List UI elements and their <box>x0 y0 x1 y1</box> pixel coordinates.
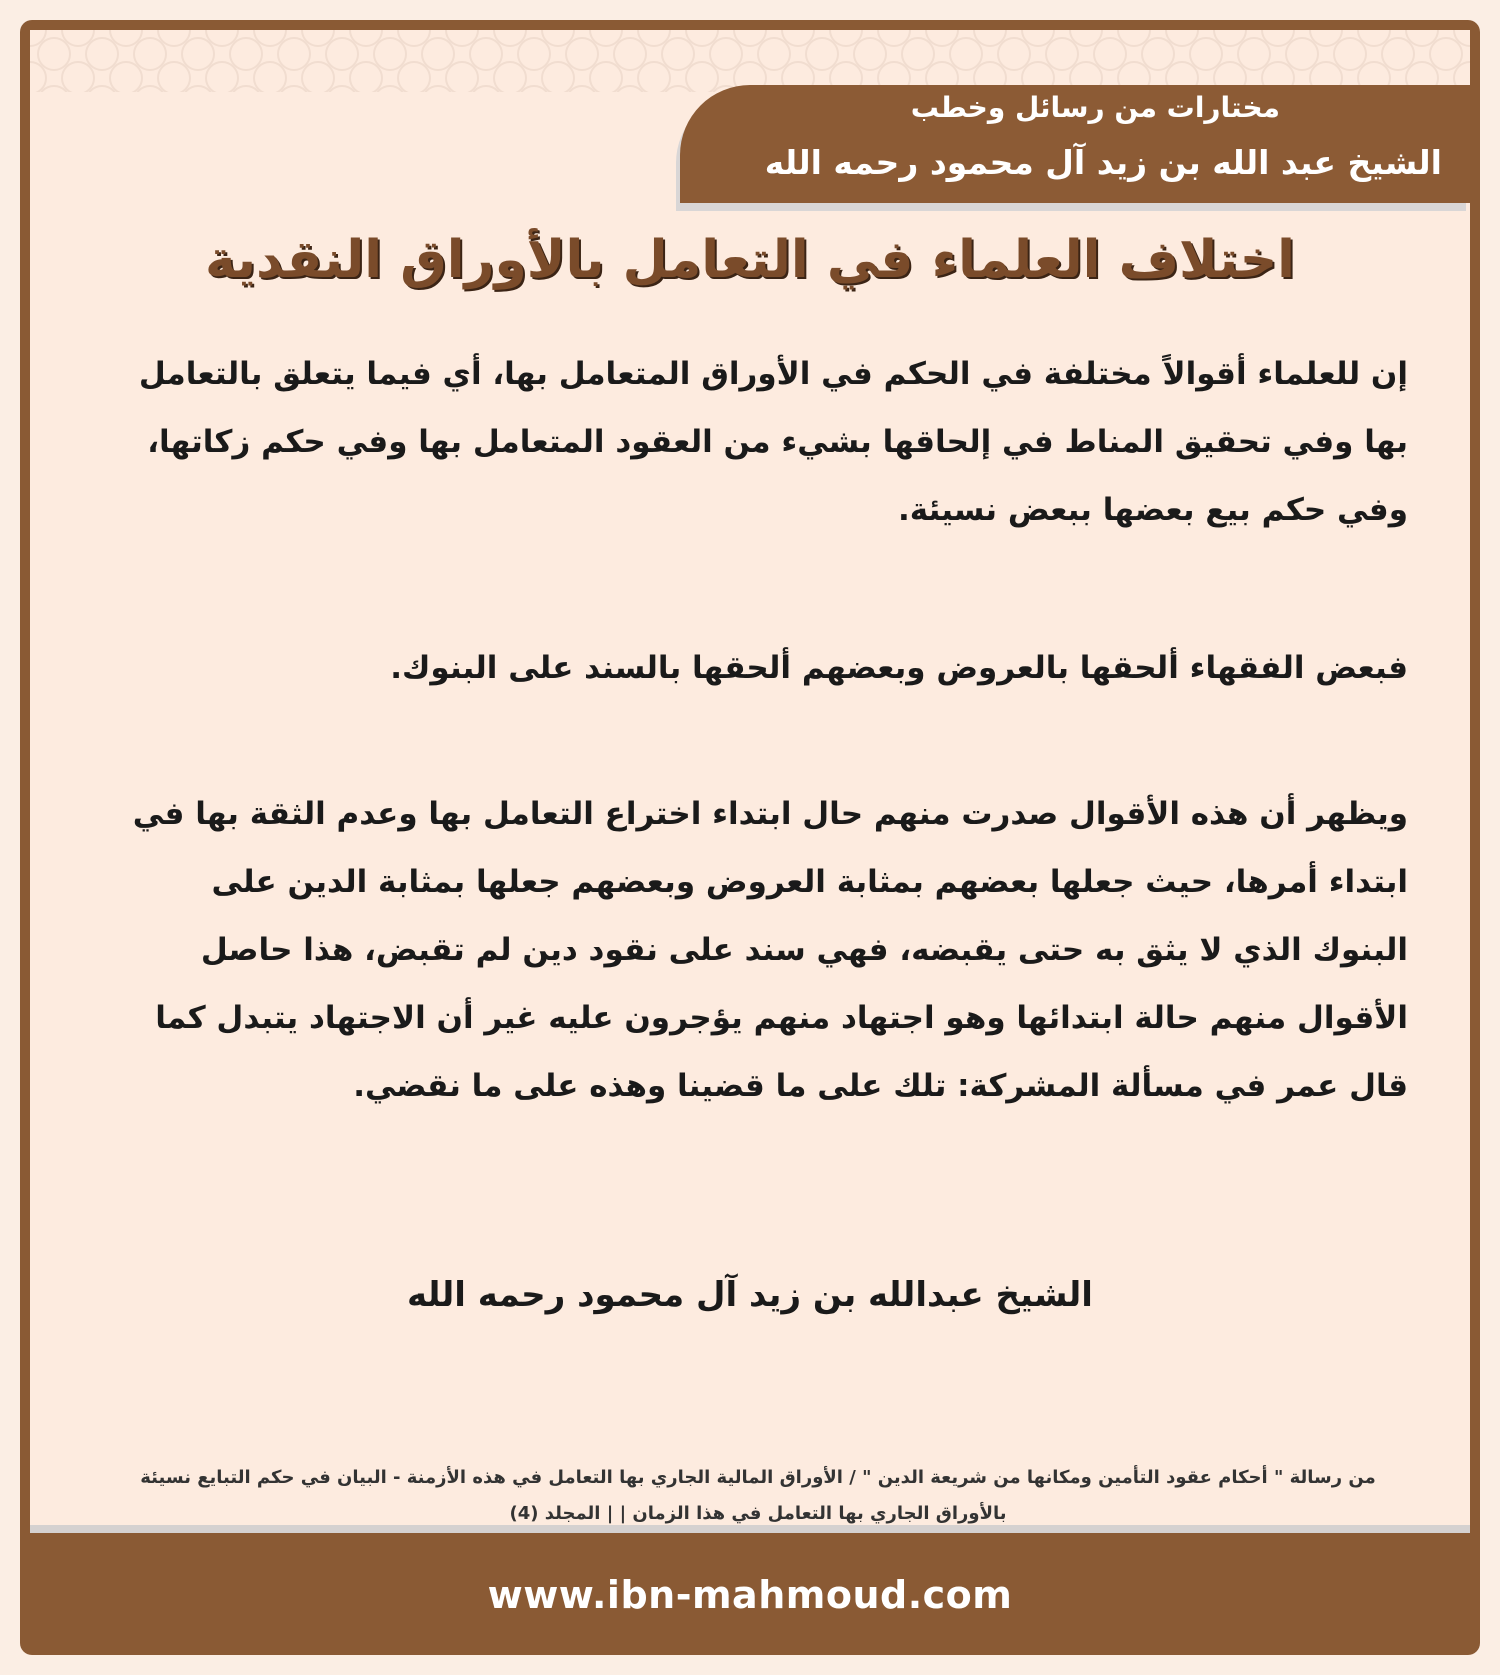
paragraph-1: إن للعلماء أقوالاً مختلفة في الحكم في الأوراق المتعامل بها، أي فيما يتعلق بالتعامل بها وفي تحقيق المناط في إلحاقها بشيء من العقود المتعامل بها وفي حكم زكاتها، وفي حكم بيع بعضها ببعض نسيئة. <box>138 356 1408 528</box>
paragraph-2: فبعض الفقهاء ألحقها بالعروض وبعضهم ألحقها بالسند على البنوك. <box>390 650 1408 686</box>
author-header: الشيخ عبد الله بن زيد آل محمود رحمه الله <box>764 143 1442 182</box>
content-panel <box>30 30 1470 1525</box>
website-link[interactable]: www.ibn-mahmoud.com <box>487 1573 1013 1617</box>
footer-divider <box>30 1525 1470 1533</box>
source-citation: من رسالة " أحكام عقود التأمين ومكانها من شريعة الدين " / الأوراق المالية الجاري بها التعامل في هذه الأزمنة - البيان في حكم التبايع نسيئة بالأوراق الجاري بها التعامل في هذا الزمان | | المجلد (4) <box>140 1467 1376 1524</box>
decorative-pattern <box>30 30 1470 92</box>
article-title: اختلاف العلماء في التعامل بالأوراق النقدية <box>205 230 1295 290</box>
series-title: مختارات من رسائل وخطب <box>910 91 1280 124</box>
paragraph-3: ويظهر أن هذه الأقوال صدرت منهم حال ابتداء اختراع التعامل بها وعدم الثقة بها في ابتداء أمرها، حيث جعلها بعضهم بمثابة العروض وبعضهم جعلها بمثابة الدين على البنوك الذي لا يثق به حتى يقبضه، فهي سند على نقود دين لم تقبض، هذا حاصل الأقوال منهم حالة ابتدائها وهو اجتهاد منهم يؤجرون عليه غير أن الاجتهاد يتبدل كما قال عمر في مسألة المشركة: تلك على ما قضينا وهذه على ما نقضي. <box>132 796 1408 1104</box>
author-signature: الشيخ عبدالله بن زيد آل محمود رحمه الله <box>407 1275 1093 1315</box>
header-banner <box>680 85 1470 203</box>
